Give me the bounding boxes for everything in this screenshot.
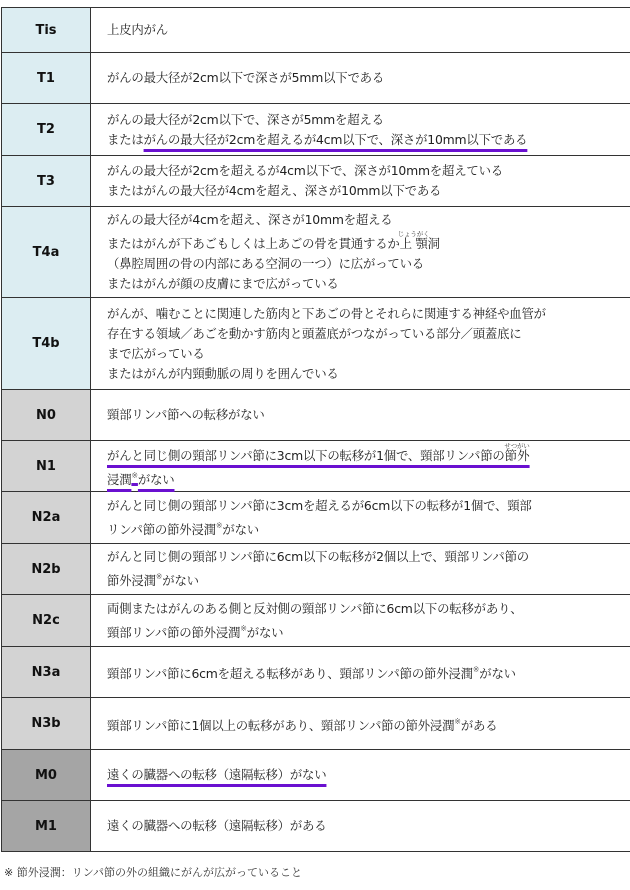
stage-code: T1: [2, 53, 91, 104]
stage-description: [91, 53, 630, 104]
stage-code: N3b: [2, 698, 91, 750]
text-segment: がない: [162, 573, 199, 588]
table-body: [2, 8, 630, 852]
table-row-n2a: [2, 492, 630, 544]
table-row-t4b: [2, 298, 630, 390]
text-segment: 節外浸潤: [107, 573, 156, 588]
text-segment: またはがんが下あごもしくは上あごの骨を貫通するか: [107, 236, 400, 251]
description-line: [107, 547, 630, 567]
description-line: [107, 304, 630, 324]
stage-code: N2a: [2, 492, 91, 544]
table-row-n0: [2, 390, 630, 441]
table-row-m1: [2, 801, 630, 852]
text-segment: （鼻腔周囲の骨の内部にある空洞の一つ）に広がっている: [107, 256, 424, 271]
text-segment: 頸部リンパ節への転移がない: [107, 407, 265, 422]
stage-code: T2: [2, 104, 91, 156]
table-row-t4a: [2, 207, 630, 298]
ruby-reading: じょうがく: [397, 230, 430, 238]
tnm-classification-table: [1, 7, 630, 852]
text-segment: 両側またはがんのある側と反対側の頸部リンパ節に6cm以下の転移があり、: [107, 600, 523, 616]
ruby-text: [504, 442, 530, 463]
text-segment: 遠くの臓器への転移（遠隔転移）がない: [107, 767, 327, 782]
description-line: [107, 516, 630, 540]
stage-description: [91, 492, 630, 544]
table-row-t2: [2, 104, 630, 156]
text-segment: がんの最大径が2cmを超えるが4cm以下で、深さが10mm以下である: [143, 131, 528, 147]
stage-description: [91, 156, 630, 207]
text-segment: がんの最大径が2cm以下で深さが5mm以下である: [107, 70, 385, 85]
description-line: [107, 660, 630, 684]
text-segment: リンパ節の節外浸潤: [107, 521, 216, 537]
text-segment: がんの最大径が4cmを超え、深さが10mmを超える: [107, 212, 393, 227]
text-segment: 頸部リンパ節に6cmを超える転移があり、頸部リンパ節の節外浸潤: [107, 666, 473, 681]
text-segment: がない: [479, 666, 516, 681]
description-line: [107, 765, 630, 785]
footnote-mark: ※: [215, 520, 223, 530]
table-row-n3a: [2, 647, 630, 698]
stage-code: N2b: [2, 544, 91, 595]
stage-description: [91, 298, 630, 390]
table-row-n1: [2, 441, 630, 492]
description-line: [107, 68, 630, 88]
text-segment: またはがんが内頸動脈の周りを囲んでいる: [107, 365, 339, 381]
stage-code: N2c: [2, 595, 91, 647]
text-segment: がんと同じ側の頸部リンパ節に3cmを超えるが6cm以下の転移が1個で、頸部: [107, 497, 532, 513]
description-line: [107, 130, 630, 150]
text-segment: がない: [222, 521, 259, 537]
text-segment: またはがんが顔の皮膚にまで広がっている: [107, 276, 339, 291]
text-segment: 上皮内がん: [107, 22, 168, 37]
table-row-t3: [2, 156, 630, 207]
footnote-mark: ※: [155, 572, 163, 581]
stage-code: Tis: [2, 8, 91, 53]
description-line: [107, 274, 630, 294]
description-line: [107, 466, 630, 490]
table-row-n2b: [2, 544, 630, 595]
text-segment: 洞: [427, 236, 440, 251]
text-segment: がんと同じ側の頸部リンパ節に3cm以下の転移が1個で、頸部リンパ節の: [107, 448, 505, 463]
stage-description: [91, 595, 630, 647]
text-segment: がんが、噛むことに関連した筋肉と下あごの骨とそれらに関連する神経や血管が: [107, 305, 546, 321]
stage-description: [91, 441, 630, 492]
footnote-mark: ※: [131, 471, 138, 480]
stage-description: [91, 207, 630, 298]
stage-code: T4a: [2, 207, 91, 298]
stage-description: [91, 801, 630, 852]
description-line: [107, 364, 630, 384]
stage-description: [91, 390, 630, 441]
description-line: [107, 230, 630, 254]
description-line: [107, 254, 630, 274]
stage-code: N0: [2, 390, 91, 441]
ruby-text: [397, 230, 430, 251]
text-segment: または: [107, 131, 144, 147]
text-segment: がある: [460, 717, 498, 733]
stage-description: [91, 698, 630, 750]
description-line: [107, 816, 630, 836]
stage-description: [91, 750, 630, 801]
description-line: [107, 619, 630, 643]
table-row-tis: [2, 8, 630, 53]
text-segment: がんの最大径が2cmを超えるが4cm以下で、深さが10mmを超えている: [107, 163, 503, 178]
text-segment: 存在する領域／あごを動かす筋肉と頭蓋底がつながっている部分／頭蓋底に: [107, 325, 522, 341]
description-line: [107, 161, 630, 181]
description-line: [107, 181, 630, 201]
text-segment: 遠くの臓器への転移（遠隔転移）がある: [107, 818, 327, 833]
description-line: [107, 110, 630, 130]
footnote-mark: ※: [472, 665, 480, 674]
text-segment: 頸部リンパ節に1個以上の転移があり、頸部リンパ節の節外浸潤: [107, 717, 455, 733]
description-line: [107, 599, 630, 619]
stage-code: M1: [2, 801, 91, 852]
table-row-n2c: [2, 595, 630, 647]
stage-code: T3: [2, 156, 91, 207]
footnote-mark: ※: [454, 716, 461, 726]
text-segment: がんの最大径が2cm以下で、深さが5mmを超える: [107, 111, 384, 127]
table-row-t1: [2, 53, 630, 104]
ruby-base: 節外: [504, 448, 530, 463]
text-segment: がない: [246, 624, 284, 640]
text-segment: がんと同じ側の頸部リンパ節に6cm以下の転移が2個以上で、頸部リンパ節の: [107, 549, 529, 564]
stage-code: M0: [2, 750, 91, 801]
footnote-mark: ※: [240, 623, 247, 633]
description-line: [107, 20, 630, 40]
text-segment: 頸部リンパ節の節外浸潤: [107, 624, 241, 640]
ruby-base: 上顎: [397, 236, 430, 251]
stage-code: N3a: [2, 647, 91, 698]
description-line: [107, 496, 630, 516]
text-segment: 浸潤: [107, 472, 132, 487]
footnote: ※ 節外浸潤：リンパ節の外の組織にがんが広がっていること: [4, 866, 302, 879]
description-line: [107, 567, 630, 591]
stage-description: [91, 544, 630, 595]
description-line: [107, 344, 630, 364]
description-line: [107, 442, 630, 466]
description-line: [107, 324, 630, 344]
stage-description: [91, 647, 630, 698]
description-line: [107, 405, 630, 425]
stage-description: [91, 8, 630, 53]
text-segment: またはがんの最大径が4cmを超え、深さが10mm以下である: [107, 183, 442, 198]
table-row-m0: [2, 750, 630, 801]
stage-code: N1: [2, 441, 91, 492]
stage-code: T4b: [2, 298, 91, 390]
description-line: [107, 210, 630, 230]
text-segment: がない: [137, 472, 175, 487]
stage-description: [91, 104, 630, 156]
table-row-n3b: [2, 698, 630, 750]
description-line: [107, 712, 630, 736]
ruby-reading: せつがい: [504, 442, 530, 450]
text-segment: まで広がっている: [107, 345, 205, 361]
